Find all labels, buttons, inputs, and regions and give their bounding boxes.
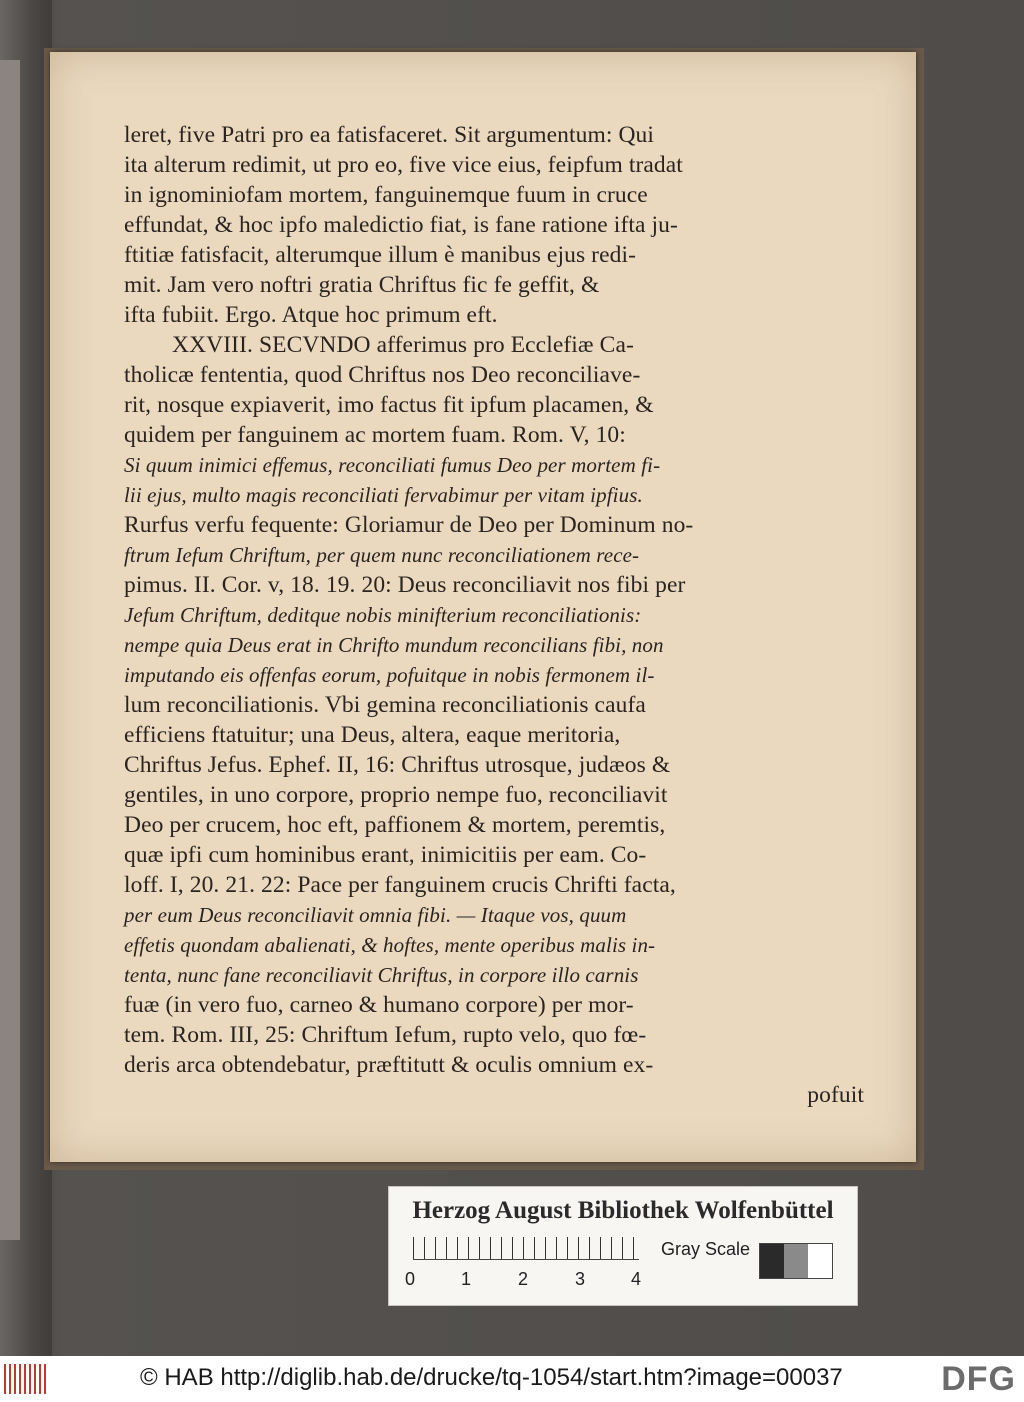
text-line: effetis quondam abalienati, & hoftes, mente operibus malis in- <box>124 933 656 957</box>
text-line: ftrum Iefum Chriftum, per quem nunc reconciliationem rece- <box>124 543 640 567</box>
gray-swatch <box>784 1244 808 1278</box>
text-line: tholicæ fententia, quod Chriftus nos Deo reconciliave- <box>124 362 641 388</box>
ruler-numbers <box>405 1269 645 1293</box>
hab-barcode-icon <box>4 1364 48 1394</box>
text-line: ifta fubiit. Ergo. Atque hoc primum eft. <box>124 302 498 328</box>
text-line: ftitiæ fatisfacit, alterumque illum è manibus ejus redi- <box>124 242 637 268</box>
copyright-url[interactable]: © HAB http://diglib.hab.de/drucke/tq-1054/start.htm?image=00037 <box>140 1364 843 1391</box>
gray-swatch <box>808 1244 832 1278</box>
ruler-number: 3 <box>575 1269 586 1289</box>
text-line: per eum Deus reconciliavit omnia fibi. — Itaque vos, quum <box>124 903 627 927</box>
adjacent-page-strip <box>0 60 20 1240</box>
text-line: pofuit <box>807 1082 864 1108</box>
text-line: Deo per crucem, hoc eft, paffionem & mortem, peremtis, <box>124 812 666 838</box>
ruler-number: 0 <box>405 1269 416 1289</box>
text-line: Rurfus verfu fequente: Gloriamur de Deo per Dominum no- <box>124 512 694 538</box>
text-line: loff. I, 20. 21. 22: Pace per fanguinem crucis Chrifti facta, <box>124 872 676 898</box>
ruler-number: 4 <box>631 1269 642 1289</box>
library-name: Herzog August Bibliothek Wolfenbüttel <box>412 1197 834 1224</box>
text-line: quidem per fanguinem ac mortem fuam. Rom. V, 10: <box>124 422 626 448</box>
text-line: Chriftus Jefus. Ephef. II, 16: Chriftus utrosque, judæos & <box>124 752 671 778</box>
text-line: effundat, & hoc ipfo maledictio fiat, is fane ratione ifta ju- <box>124 212 678 238</box>
gray-scale-swatches <box>759 1243 833 1279</box>
text-line: lii ejus, multo magis reconciliati fervabimur per vitam ipfius. <box>124 483 643 507</box>
text-line: Jefum Chriftum, deditque nobis minifterium reconciliationis: <box>124 603 642 627</box>
text-line: tem. Rom. III, 25: Chriftum Iefum, rupto velo, quo fœ- <box>124 1022 647 1048</box>
ruler-number: 2 <box>518 1269 529 1289</box>
text-line: pimus. II. Cor. v, 18. 19. 20: Deus reconciliavit nos fibi per <box>124 572 686 598</box>
text-line: XXVIII. SECVNDO afferimus pro Ecclefiæ Ca- <box>172 332 634 358</box>
text-line: mit. Jam vero noftri gratia Chriftus fic fe geffit, & <box>124 272 600 298</box>
text-line: leret, five Patri pro ea fatisfaceret. Sit argumentum: Qui <box>124 122 655 148</box>
text-line: lum reconciliationis. Vbi gemina reconciliationis caufa <box>124 692 646 718</box>
footer-bar <box>0 1356 1024 1402</box>
gray-scale-label: Gray Scale <box>661 1239 751 1259</box>
dfg-logo[interactable]: DFG <box>941 1360 1016 1398</box>
text-line: deris arca obtendebatur, præftitutt & oculis omnium ex- <box>124 1052 654 1078</box>
text-line: gentiles, in uno corpore, proprio nempe fuo, reconciliavit <box>124 782 668 808</box>
gray-swatch <box>760 1244 784 1278</box>
text-line: rit, nosque expiaverit, imo factus fit ipfum placamen, & <box>124 392 654 418</box>
text-line: imputando eis offenfas eorum, pofuitque in nobis fermonem il- <box>124 663 655 687</box>
ruler-scale <box>413 1237 639 1260</box>
text-line: ita alterum redimit, ut pro eo, five vice eius, feipfum tradat <box>124 152 683 178</box>
ruler-number: 1 <box>461 1269 472 1289</box>
text-line: efficiens ftatuitur; una Deus, altera, eaque meritoria, <box>124 722 621 748</box>
text-line: in ignominiofam mortem, fanguinemque fuum in cruce <box>124 182 648 208</box>
library-label <box>388 1186 858 1306</box>
page-text <box>124 120 894 1110</box>
text-line: nempe quia Deus erat in Chrifto mundum reconcilians fibi, non <box>124 633 664 657</box>
text-line: quæ ipfi cum hominibus erant, inimicitiis per eam. Co- <box>124 842 647 868</box>
text-line: Si quum inimici effemus, reconciliati fumus Deo per mortem fi- <box>124 453 661 477</box>
text-line: tenta, nunc fane reconciliavit Chriftus, in corpore illo carnis <box>124 963 639 987</box>
text-line: fuæ (in vero fuo, carneo & humano corpore) per mor- <box>124 992 634 1018</box>
